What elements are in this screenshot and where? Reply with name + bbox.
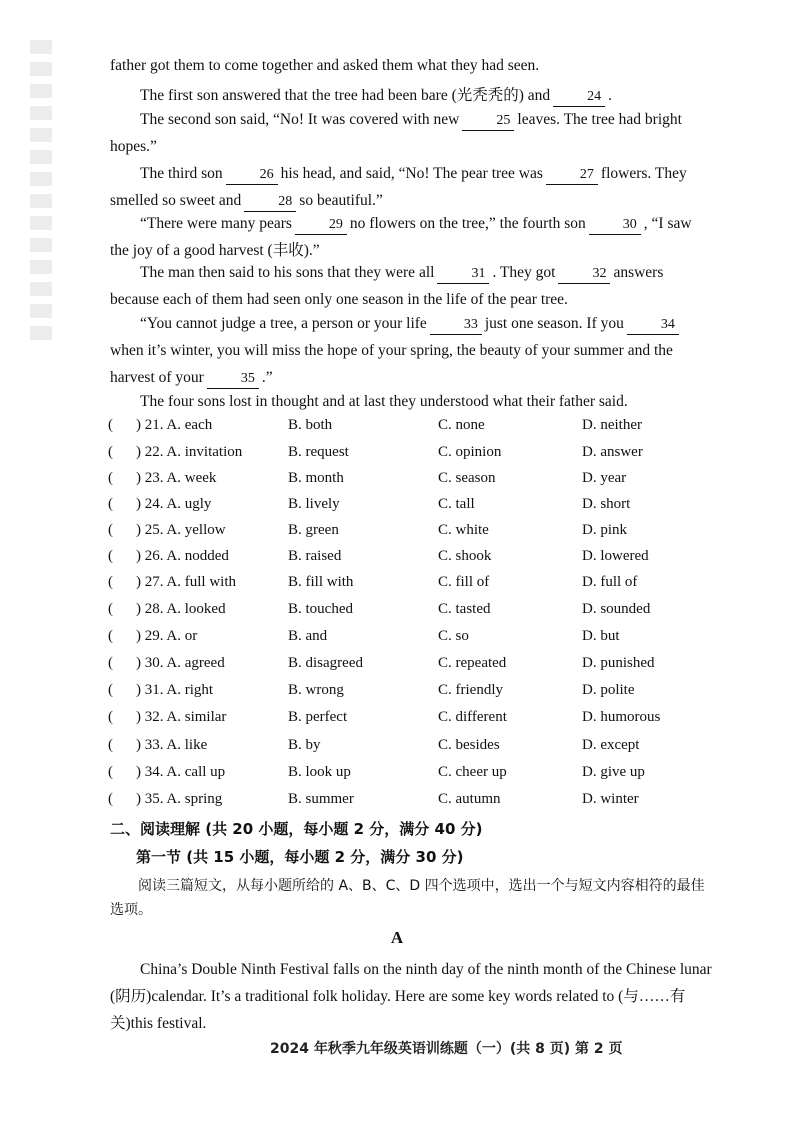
option-a: ) 26. A. nodded bbox=[136, 548, 229, 564]
story-text: leaves. The tree had bright hopes.” bbox=[110, 111, 682, 155]
story-text: father got them to come together and asked them what they had seen. bbox=[110, 57, 540, 74]
story-text: The man then said to his sons that they were all bbox=[140, 264, 435, 281]
story-para-4 bbox=[110, 210, 714, 264]
question-row-28 bbox=[108, 601, 708, 627]
blank-24[interactable]: 24 bbox=[553, 88, 605, 107]
option-c: C. fill of bbox=[438, 574, 490, 590]
answer-bracket[interactable]: ( bbox=[108, 574, 113, 590]
option-b: B. and bbox=[288, 628, 328, 644]
question-row-22 bbox=[108, 444, 708, 470]
option-b: B. disagreed bbox=[288, 655, 363, 671]
story-text: just one season. If you bbox=[484, 315, 624, 332]
option-c: C. so bbox=[438, 628, 469, 644]
option-a: ) 28. A. looked bbox=[136, 601, 226, 617]
option-c: C. cheer up bbox=[438, 764, 507, 780]
option-b: B. green bbox=[288, 522, 339, 538]
answer-bracket[interactable]: ( bbox=[108, 682, 113, 698]
answer-bracket[interactable]: ( bbox=[108, 470, 113, 486]
option-b: B. summer bbox=[288, 791, 354, 807]
blank-35[interactable]: 35 bbox=[207, 370, 259, 389]
option-d: D. answer bbox=[582, 444, 643, 460]
question-row-26 bbox=[108, 548, 708, 574]
option-d: D. give up bbox=[582, 764, 645, 780]
section-heading: 二、阅读理解 (共 20 小题，每小题 2 分，满分 40 分) bbox=[110, 820, 483, 838]
option-c: C. besides bbox=[438, 737, 500, 753]
answer-bracket[interactable]: ( bbox=[108, 496, 113, 512]
story-text: answers because each of them had seen only one season in the life of the pear tree. bbox=[110, 264, 664, 308]
story-text: The third son bbox=[140, 165, 223, 182]
option-d: D. lowered bbox=[582, 548, 649, 564]
story-text: “There were many pears bbox=[140, 215, 292, 232]
option-b: B. month bbox=[288, 470, 344, 486]
option-a: ) 32. A. similar bbox=[136, 709, 227, 725]
blank-31[interactable]: 31 bbox=[437, 265, 489, 284]
answer-bracket[interactable]: ( bbox=[108, 601, 113, 617]
option-d: D. winter bbox=[582, 791, 639, 807]
story-para-1 bbox=[110, 82, 714, 109]
blank-32[interactable]: 32 bbox=[558, 265, 610, 284]
option-b: B. look up bbox=[288, 764, 351, 780]
option-b: B. request bbox=[288, 444, 349, 460]
question-row-27 bbox=[108, 574, 708, 600]
answer-bracket[interactable]: ( bbox=[108, 655, 113, 671]
question-row-32 bbox=[108, 709, 708, 735]
option-a: ) 34. A. call up bbox=[136, 764, 226, 780]
option-a: ) 27. A. full with bbox=[136, 574, 236, 590]
story-text: , “I saw the joy of a good harvest (丰收).” bbox=[110, 215, 692, 259]
story-text: The first son answered that the tree had been bare (光秃秃的) and bbox=[140, 87, 551, 104]
option-d: D. polite bbox=[582, 682, 635, 698]
option-c: C. shook bbox=[438, 548, 492, 564]
option-c: C. autumn bbox=[438, 791, 501, 807]
story-text: when it’s winter, you will miss the hope of your spring, the beauty of your summer and the harvest of your bbox=[110, 342, 673, 386]
question-row-24 bbox=[108, 496, 708, 522]
option-a: ) 33. A. like bbox=[136, 737, 208, 753]
option-c: C. different bbox=[438, 709, 507, 725]
answer-bracket[interactable]: ( bbox=[108, 522, 113, 538]
story-text: The second son said, “No! It was covered with new bbox=[140, 111, 460, 128]
answer-bracket[interactable]: ( bbox=[108, 764, 113, 780]
option-a: ) 22. A. invitation bbox=[136, 444, 243, 460]
option-d: D. neither bbox=[582, 417, 642, 433]
option-c: C. opinion bbox=[438, 444, 502, 460]
instruction-text: 阅读三篇短文，从每小题所给的 A、B、C、D 四个选项中，选出一个与短文内容相符的最佳选项。 bbox=[110, 878, 705, 918]
option-a: ) 24. A. ugly bbox=[136, 496, 212, 512]
question-row-29 bbox=[108, 628, 708, 654]
option-c: C. white bbox=[438, 522, 489, 538]
option-b: B. touched bbox=[288, 601, 353, 617]
blank-28[interactable]: 28 bbox=[244, 193, 296, 212]
story-text: . bbox=[608, 87, 613, 104]
blank-25[interactable]: 25 bbox=[462, 112, 514, 131]
option-b: B. both bbox=[288, 417, 333, 433]
option-c: C. repeated bbox=[438, 655, 507, 671]
option-a: ) 23. A. week bbox=[136, 470, 217, 486]
blank-27[interactable]: 27 bbox=[546, 166, 598, 185]
story-text: flowers. They smelled so sweet and bbox=[110, 165, 687, 209]
option-c: C. friendly bbox=[438, 682, 503, 698]
option-d: D. except bbox=[582, 737, 640, 753]
option-d: D. pink bbox=[582, 522, 627, 538]
question-row-21 bbox=[108, 417, 708, 443]
subsection-heading: 第一节 (共 15 小题，每小题 2 分，满分 30 分) bbox=[136, 848, 464, 866]
story-text: The four sons lost in thought and at last they understood what their father said. bbox=[140, 393, 628, 410]
question-row-33 bbox=[108, 737, 708, 763]
blank-26[interactable]: 26 bbox=[226, 166, 278, 185]
answer-bracket[interactable]: ( bbox=[108, 791, 113, 807]
option-d: D. full of bbox=[582, 574, 638, 590]
blank-33[interactable]: 33 bbox=[430, 316, 482, 335]
question-row-31 bbox=[108, 682, 708, 708]
option-c: C. none bbox=[438, 417, 485, 433]
passage-text: China’s Double Ninth Festival falls on the ninth day of the ninth month of the Chinese lunar (阴历)calendar. It’s a traditional folk holiday. Here are some key words related to (与……有关)this festival. bbox=[110, 961, 712, 1032]
blank-34[interactable]: 34 bbox=[627, 316, 679, 335]
story-text: “You cannot judge a tree, a person or your life bbox=[140, 315, 427, 332]
story-text: no flowers on the tree,” the fourth son bbox=[349, 215, 586, 232]
option-b: B. perfect bbox=[288, 709, 348, 725]
blank-29[interactable]: 29 bbox=[295, 216, 347, 235]
option-b: B. raised bbox=[288, 548, 342, 564]
option-b: B. by bbox=[288, 737, 321, 753]
story-text: his head, and said, “No! The pear tree was bbox=[280, 165, 543, 182]
story-line-0 bbox=[110, 52, 714, 79]
option-d: D. humorous bbox=[582, 709, 661, 725]
question-row-35 bbox=[108, 791, 708, 817]
answer-bracket[interactable]: ( bbox=[108, 548, 113, 564]
option-a: ) 31. A. right bbox=[136, 682, 214, 698]
option-d: D. punished bbox=[582, 655, 655, 671]
option-a: ) 29. A. or bbox=[136, 628, 198, 644]
binding-margin-marks bbox=[30, 40, 52, 340]
option-c: C. tasted bbox=[438, 601, 491, 617]
question-row-25 bbox=[108, 522, 708, 548]
story-text: so beautiful.” bbox=[299, 192, 383, 209]
option-a: ) 35. A. spring bbox=[136, 791, 223, 807]
answer-bracket[interactable]: ( bbox=[108, 628, 113, 644]
question-row-34 bbox=[108, 764, 708, 790]
option-b: B. fill with bbox=[288, 574, 354, 590]
option-d: D. sounded bbox=[582, 601, 651, 617]
question-row-23 bbox=[108, 470, 708, 496]
passage-label: A bbox=[390, 928, 404, 947]
question-row-30 bbox=[108, 655, 708, 681]
option-a: ) 30. A. agreed bbox=[136, 655, 225, 671]
story-text: .” bbox=[261, 369, 273, 386]
answer-bracket[interactable]: ( bbox=[108, 417, 113, 433]
story-para-5 bbox=[110, 259, 714, 313]
option-c: C. tall bbox=[438, 496, 475, 512]
option-d: D. short bbox=[582, 496, 631, 512]
option-c: C. season bbox=[438, 470, 496, 486]
story-text: . They got bbox=[492, 264, 556, 281]
option-a: ) 25. A. yellow bbox=[136, 522, 226, 538]
story-para-3 bbox=[110, 160, 714, 214]
option-d: D. but bbox=[582, 628, 620, 644]
page-footer: 2024 年秋季九年级英语训练题（一）(共 8 页) 第 2 页 bbox=[270, 1041, 623, 1057]
story-para-6 bbox=[110, 310, 714, 391]
blank-30[interactable]: 30 bbox=[589, 216, 641, 235]
story-para-2 bbox=[110, 106, 714, 160]
answer-bracket[interactable]: ( bbox=[108, 709, 113, 725]
story-para-7 bbox=[110, 388, 714, 415]
answer-bracket[interactable]: ( bbox=[108, 737, 113, 753]
option-b: B. lively bbox=[288, 496, 340, 512]
answer-bracket[interactable]: ( bbox=[108, 444, 113, 460]
option-b: B. wrong bbox=[288, 682, 344, 698]
option-a: ) 21. A. each bbox=[136, 417, 213, 433]
option-d: D. year bbox=[582, 470, 627, 486]
